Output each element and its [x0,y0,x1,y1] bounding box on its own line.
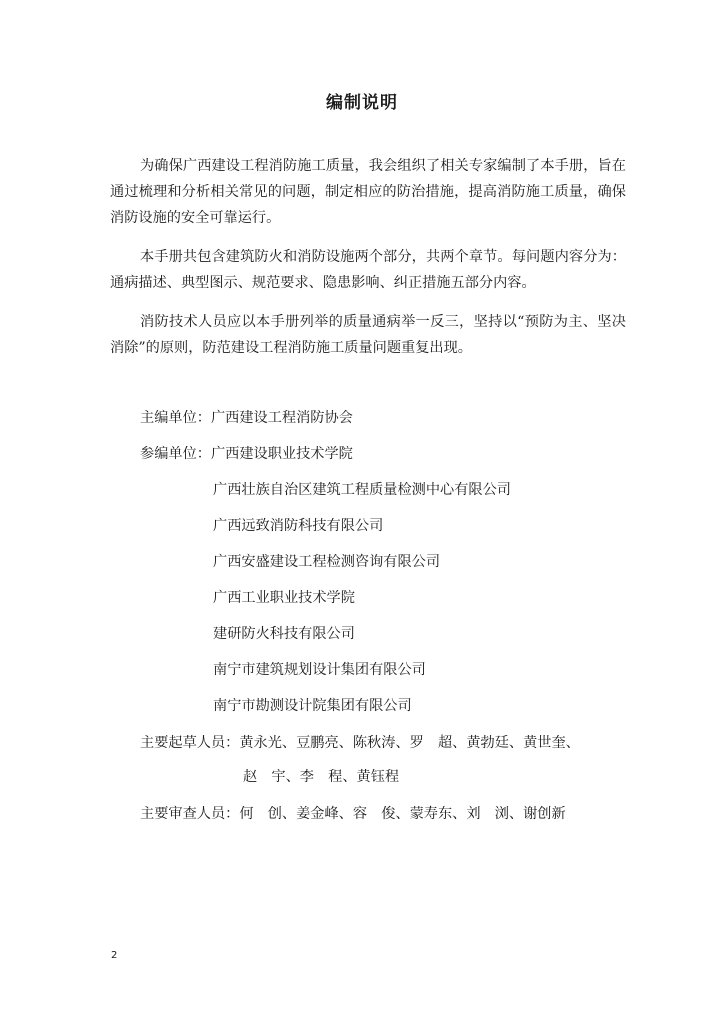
reviewers-line [140,804,566,824]
intro-paragraph-3: 消防技术人员应以本手册列举的质量通病举一反三，坚持以“预防为主、坚决消除”的原则，防范建设工程消防施工质量问题重复出现。 [110,314,626,356]
drafters-line [140,733,580,753]
participant-item: 广西壮族自治区建筑工程质量检测中心有限公司 [213,482,511,498]
participant-item: 广西安盛建设工程检测咨询有限公司 [213,554,441,570]
intro-paragraph-2: 本手册共包含建筑防火和消防设施两个部分，共两个章节。每问题内容分为：通病描述、典型图示、规范要求、隐患影响、纠正措施五部分内容。 [110,249,626,291]
intro-paragraph-1: 为确保广西建设工程消防施工质量，我会组织了相关专家编制了本手册，旨在通过梳理和分析相关常见的问题，制定相应的防治措施，提高消防施工质量，确保消防设施的安全可靠运行。 [110,158,626,226]
participant-item: 建研防火科技有限公司 [213,626,355,642]
chief-editor-value: 广西建设工程消防协会 [210,410,353,426]
drafters-label: 主要起草人员： [140,735,240,751]
participant-item: 广西工业职业技术学院 [213,590,355,606]
page-title: 编制说明 [326,93,398,113]
chief-editor-label: 主编单位： [140,410,211,426]
participant-item: 广西建设职业技术学院 [210,446,353,462]
participant-item: 南宁市建筑规划设计集团有限公司 [213,662,426,678]
page-number: 2 [111,950,118,961]
participant-item: 广西远致消防科技有限公司 [213,518,384,534]
participant-item: 南宁市勘测设计院集团有限公司 [213,698,412,714]
participants-line [140,444,353,464]
reviewers-label: 主要审查人员： [140,806,240,822]
participants-label: 参编单位： [140,446,211,462]
drafters-names: 黄永光、豆鹏亮、陈秋涛、罗 超、黄勃廷、黄世奎、 [239,735,580,751]
chief-editor-line [140,408,353,428]
drafters-names-continued: 赵 宇、李 程、黄钰程 [243,769,400,785]
reviewers-names: 何 创、姜金峰、容 俊、蒙寿东、刘 浏、谢创新 [239,806,566,822]
